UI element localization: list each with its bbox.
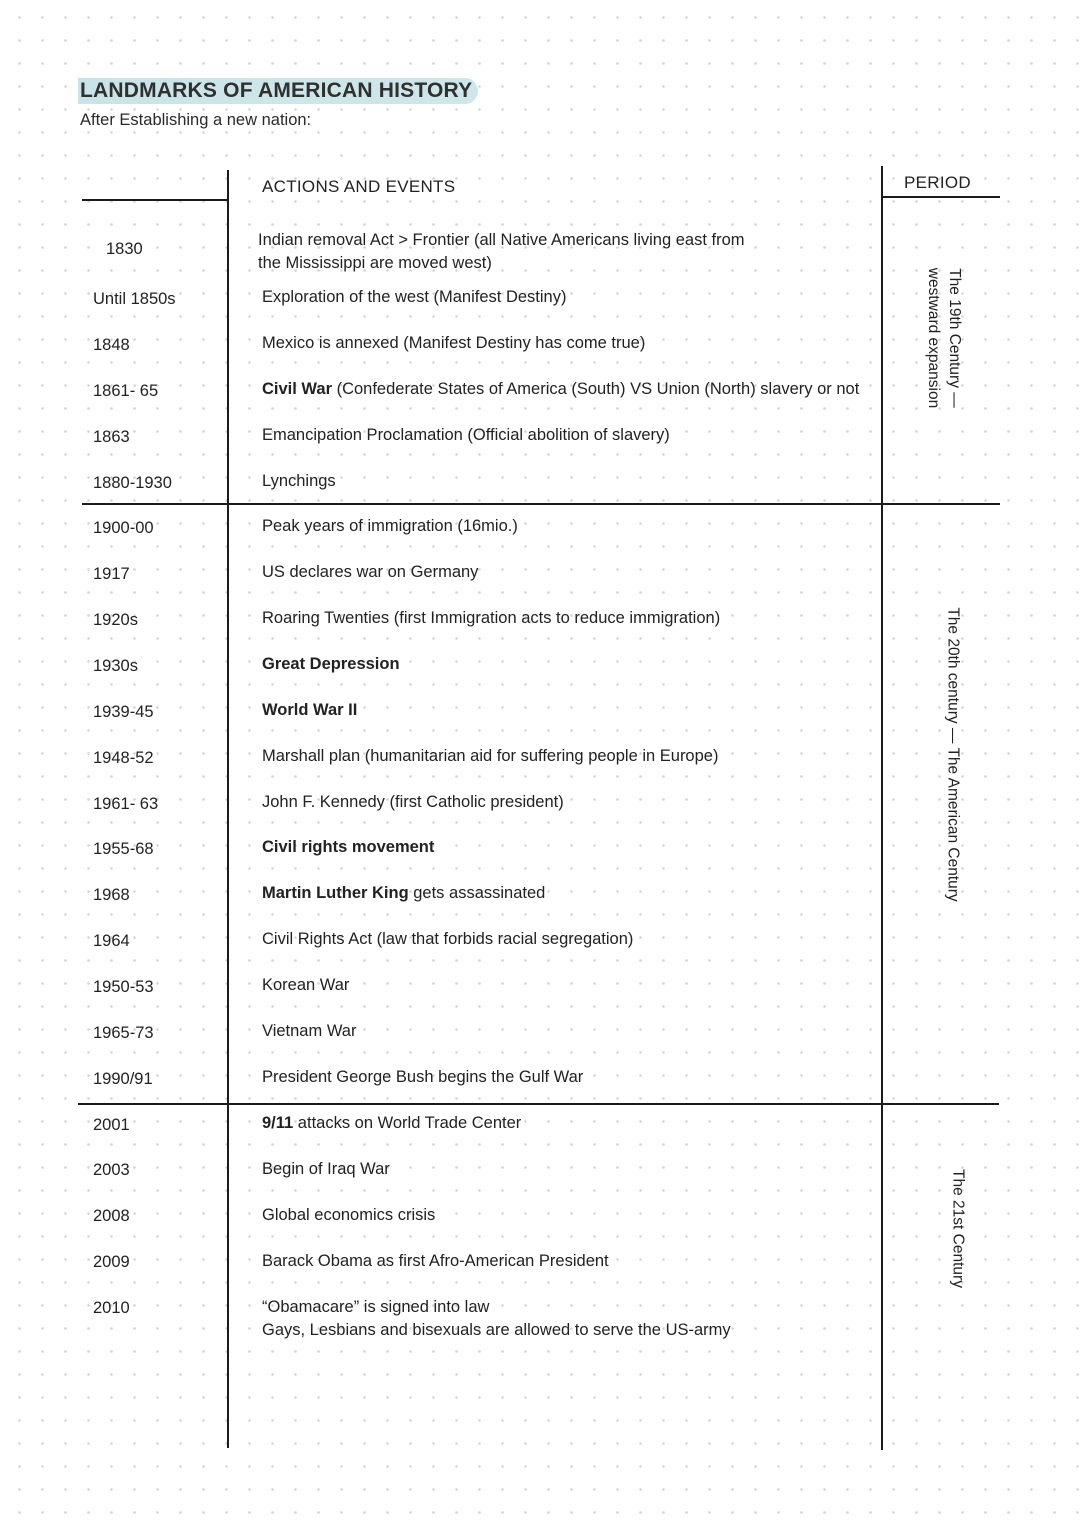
period-column-header: PERIOD <box>904 173 971 192</box>
row-event-text: Barack Obama as first Afro-American President <box>262 1252 609 1270</box>
row-event-text: Marshall plan (humanitarian aid for suffering people in Europe) <box>262 747 719 765</box>
period-21st-century <box>948 1129 969 1329</box>
events-column-header: ACTIONS AND EVENTS <box>262 177 456 196</box>
row-event-bold: Great Depression <box>262 655 400 673</box>
row-event-bold: World War II <box>262 701 358 719</box>
row-event-line <box>262 745 718 768</box>
row-event-text: Civil Rights Act (law that forbids racial segregation) <box>262 930 634 948</box>
row-event-line <box>262 561 478 584</box>
row-event-text: Roaring Twenties (first Immigration acts to reduce immigration) <box>262 609 721 627</box>
row-event-line <box>262 1204 435 1227</box>
page-subtitle: After Establishing a new nation: <box>80 111 312 129</box>
row-year: 2003 <box>93 1161 130 1179</box>
century-divider-20-21 <box>78 1103 999 1105</box>
row-event-line <box>262 791 564 814</box>
row-year: 1848 <box>93 336 130 354</box>
row-event-bold: Civil rights movement <box>262 838 435 856</box>
century-divider-19-20 <box>82 503 1000 505</box>
row-event-text: President George Bush begins the Gulf War <box>262 1068 584 1086</box>
page-title: LANDMARKS OF AMERICAN HISTORY <box>78 78 478 104</box>
row-event <box>262 332 645 355</box>
period-21st-line1: The 21st Century <box>949 1169 967 1288</box>
period-19th-century <box>923 188 965 488</box>
row-event-text: John F. Kennedy (first Catholic president) <box>262 793 564 811</box>
row-event-line <box>258 229 744 252</box>
row-event-line <box>262 470 336 493</box>
row-event-text: Emancipation Proclamation (Official abolition of slavery) <box>262 426 670 444</box>
row-year: 1900-00 <box>93 519 154 537</box>
row-year: 2008 <box>93 1207 130 1225</box>
row-year: 1830 <box>106 240 143 258</box>
period-20th-line1: The 20th century — The American Century <box>944 607 962 902</box>
row-event-line <box>262 1020 356 1043</box>
row-event-text: Vietnam War <box>262 1022 357 1040</box>
row-event-line <box>262 882 545 905</box>
row-year: 1968 <box>93 886 130 904</box>
row-event-bold: 9/11 <box>262 1114 294 1132</box>
row-event-line <box>262 1250 609 1273</box>
row-year: 1930s <box>93 657 138 675</box>
period-20th-century <box>943 555 964 955</box>
row-year: 2001 <box>93 1116 130 1134</box>
row-event <box>262 928 633 951</box>
row-event-line <box>262 286 566 309</box>
row-event <box>262 1158 390 1181</box>
row-event <box>262 378 859 401</box>
row-event-bold: Civil War <box>262 380 332 398</box>
row-event <box>262 653 400 676</box>
row-event <box>262 882 545 905</box>
row-event-line <box>262 607 720 630</box>
row-event <box>262 836 434 859</box>
row-year: 1863 <box>93 428 130 446</box>
row-event <box>262 699 357 722</box>
row-event-text: attacks on World Trade Center <box>293 1114 522 1132</box>
row-event <box>262 607 720 630</box>
row-event-text: Mexico is annexed (Manifest Destiny has come true) <box>262 334 646 352</box>
row-event <box>262 1296 731 1342</box>
row-event <box>262 1066 583 1089</box>
row-year: 1920s <box>93 611 138 629</box>
row-year: 1880-1930 <box>93 474 172 492</box>
row-event-line <box>262 378 859 401</box>
row-year: 1917 <box>93 565 130 583</box>
row-year: 2009 <box>93 1253 130 1271</box>
row-event-line <box>262 928 633 951</box>
row-event-bold: Martin Luther King <box>262 884 409 902</box>
row-event <box>262 745 718 768</box>
row-event-line2: Gays, Lesbians and bisexuals are allowed to serve the US-army <box>262 1321 731 1339</box>
row-event-text: Korean War <box>262 976 350 994</box>
row-year: Until 1850s <box>93 290 176 308</box>
row-event <box>262 791 564 814</box>
row-year: 1961- 63 <box>93 795 159 813</box>
row-event-text: (Confederate States of America (South) VS Union (North) slavery or not <box>332 380 860 398</box>
row-event <box>262 286 566 309</box>
row-event-line <box>262 653 400 676</box>
row-event-line <box>262 515 518 538</box>
period-column-divider <box>881 166 883 1450</box>
row-event-line <box>262 332 645 355</box>
row-event-text: Exploration of the west (Manifest Destiny) <box>262 288 567 306</box>
row-event <box>262 1204 435 1227</box>
row-event-line <box>262 836 434 859</box>
row-year: 1964 <box>93 932 130 950</box>
row-event <box>262 470 336 493</box>
row-event-line2: the Mississippi are moved west) <box>258 254 492 272</box>
row-year: 1990/91 <box>93 1070 153 1088</box>
row-event-line <box>262 699 357 722</box>
row-event-text: US declares war on Germany <box>262 563 479 581</box>
row-event-line <box>262 1296 731 1319</box>
row-event-line <box>262 1158 390 1181</box>
row-year: 1939-45 <box>93 703 154 721</box>
header-rule-left <box>82 199 229 201</box>
row-year: 1948-52 <box>93 749 154 767</box>
row-event <box>262 561 478 584</box>
row-event-line <box>262 1066 583 1089</box>
row-event-line <box>262 1112 521 1135</box>
row-event <box>262 1020 356 1043</box>
row-event-text: Begin of Iraq War <box>262 1160 390 1178</box>
period-19th-line1: The 19th Century — <box>946 268 963 408</box>
row-event-line <box>262 424 670 447</box>
row-event-line <box>262 974 349 997</box>
row-event <box>262 515 518 538</box>
row-year: 1965-73 <box>93 1024 154 1042</box>
row-year: 1950-53 <box>93 978 154 996</box>
row-event <box>258 229 744 275</box>
row-event <box>262 1250 609 1273</box>
row-event-text: Global economics crisis <box>262 1206 436 1224</box>
row-year: 1861- 65 <box>93 382 159 400</box>
row-event-text: “Obamacare” is signed into law <box>262 1298 490 1316</box>
row-event <box>262 1112 521 1135</box>
row-event-text: Lynchings <box>262 472 336 490</box>
year-column-divider <box>227 170 229 1448</box>
row-event <box>262 974 349 997</box>
row-event <box>262 424 670 447</box>
row-year: 1955-68 <box>93 840 154 858</box>
row-year: 2010 <box>93 1299 130 1317</box>
row-event-text: Peak years of immigration (16mio.) <box>262 517 518 535</box>
row-event-text: Indian removal Act > Frontier (all Native Americans living east from <box>258 231 745 249</box>
period-19th-line2: westward expansion <box>925 267 942 409</box>
row-event-text: gets assassinated <box>408 884 546 902</box>
